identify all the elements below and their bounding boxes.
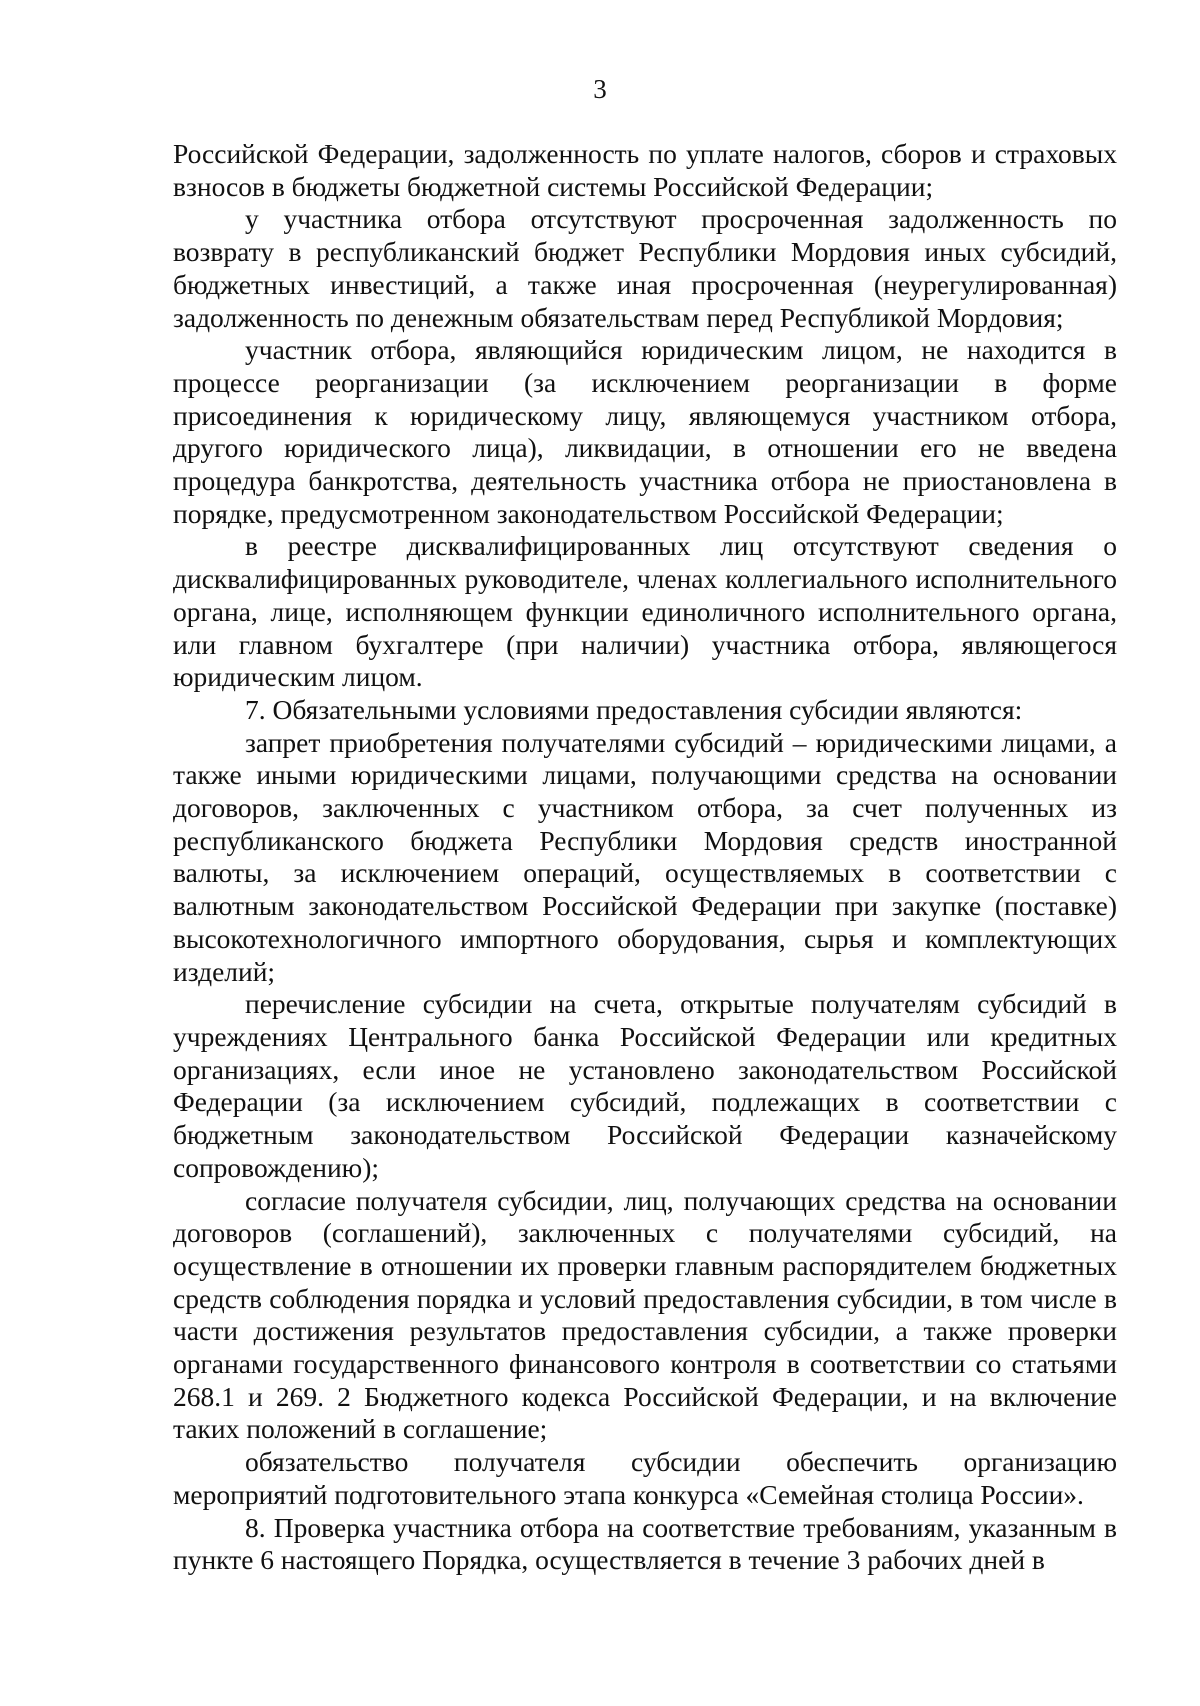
paragraph: участник отбора, являющийся юридическим лицом, не находится в процессе реорганизации (за исключением реорганизации в форме присоединения к юридическому лицу, являющемуся участником отбора, другого юридического лица), ликвидации, в отношении его не введена процедура банкротства, деятельность участника отбора не приостановлена в порядке, предусмотренном законодательством Российской Федерации; bbox=[173, 334, 1117, 529]
paragraph: Российской Федерации, задолженность по уплате налогов, сборов и страховых взносов в бюджеты бюджетной системы Российской Федерации; bbox=[173, 138, 1117, 202]
page-number: 3 bbox=[593, 74, 607, 104]
paragraph: у участника отбора отсутствуют просроченная задолженность по возврату в республиканский бюджет Республики Мордовия иных субсидий, бюджетных инвестиций, а также иная просроченная (неурегулированная) задолженность по денежным обязательствам перед Республикой Мордовия; bbox=[173, 203, 1117, 333]
paragraph: перечисление субсидии на счета, открытые получателям субсидий в учреждениях Центрального банка Российской Федерации или кредитных организациях, если иное не установлено законодательством Российской Федерации (за исключением субсидий, подлежащих в соответствии с бюджетным законодательством Российской Федерации казначейскому сопровождению); bbox=[173, 988, 1117, 1183]
paragraph: запрет приобретения получателями субсидий – юридическими лицами, а также иными юридическими лицами, получающими средства на основании договоров, заключенных с участником отбора, за счет полученных из республиканского бюджета Республики Мордовия средств иностранной валюты, за исключением операций, осуществляемых в соответствии с валютным законодательством Российской Федерации при закупке (поставке) высокотехнологичного импортного оборудования, сырья и комплектующих изделий; bbox=[173, 726, 1117, 987]
document-body bbox=[173, 138, 1117, 1577]
paragraph: обязательство получателя субсидии обеспечить организацию мероприятий подготовительного этапа конкурса «Семейная столица России». bbox=[173, 1446, 1117, 1510]
section-heading-paragraph: 7. Обязательными условиями предоставления субсидии являются: bbox=[245, 693, 1023, 725]
section-paragraph: 8. Проверка участника отбора на соответствие требованиям, указанным в пункте 6 настоящего Порядка, осуществляется в течение 3 рабочих дней в bbox=[173, 1511, 1117, 1576]
paragraph: согласие получателя субсидии, лиц, получающих средства на основании договоров (соглашений), заключенных с получателями субсидий, на осуществление в отношении их проверки главным распорядителем бюджетных средств соблюдения порядка и условий предоставления субсидии, в том числе в части достижения результатов предоставления субсидии, а также проверки органами государственного финансового контроля в соответствии со статьями 268.1 и 269. 2 Бюджетного кодекса Российской Федерации, и на включение таких положений в соглашение; bbox=[173, 1184, 1117, 1445]
paragraph: в реестре дисквалифицированных лиц отсутствуют сведения о дисквалифицированных руководителе, членах коллегиального исполнительного органа, лице, исполняющем функции единоличного исполнительного органа, или главном бухгалтере (при наличии) участника отбора, являющегося юридическим лицом. bbox=[173, 530, 1117, 693]
